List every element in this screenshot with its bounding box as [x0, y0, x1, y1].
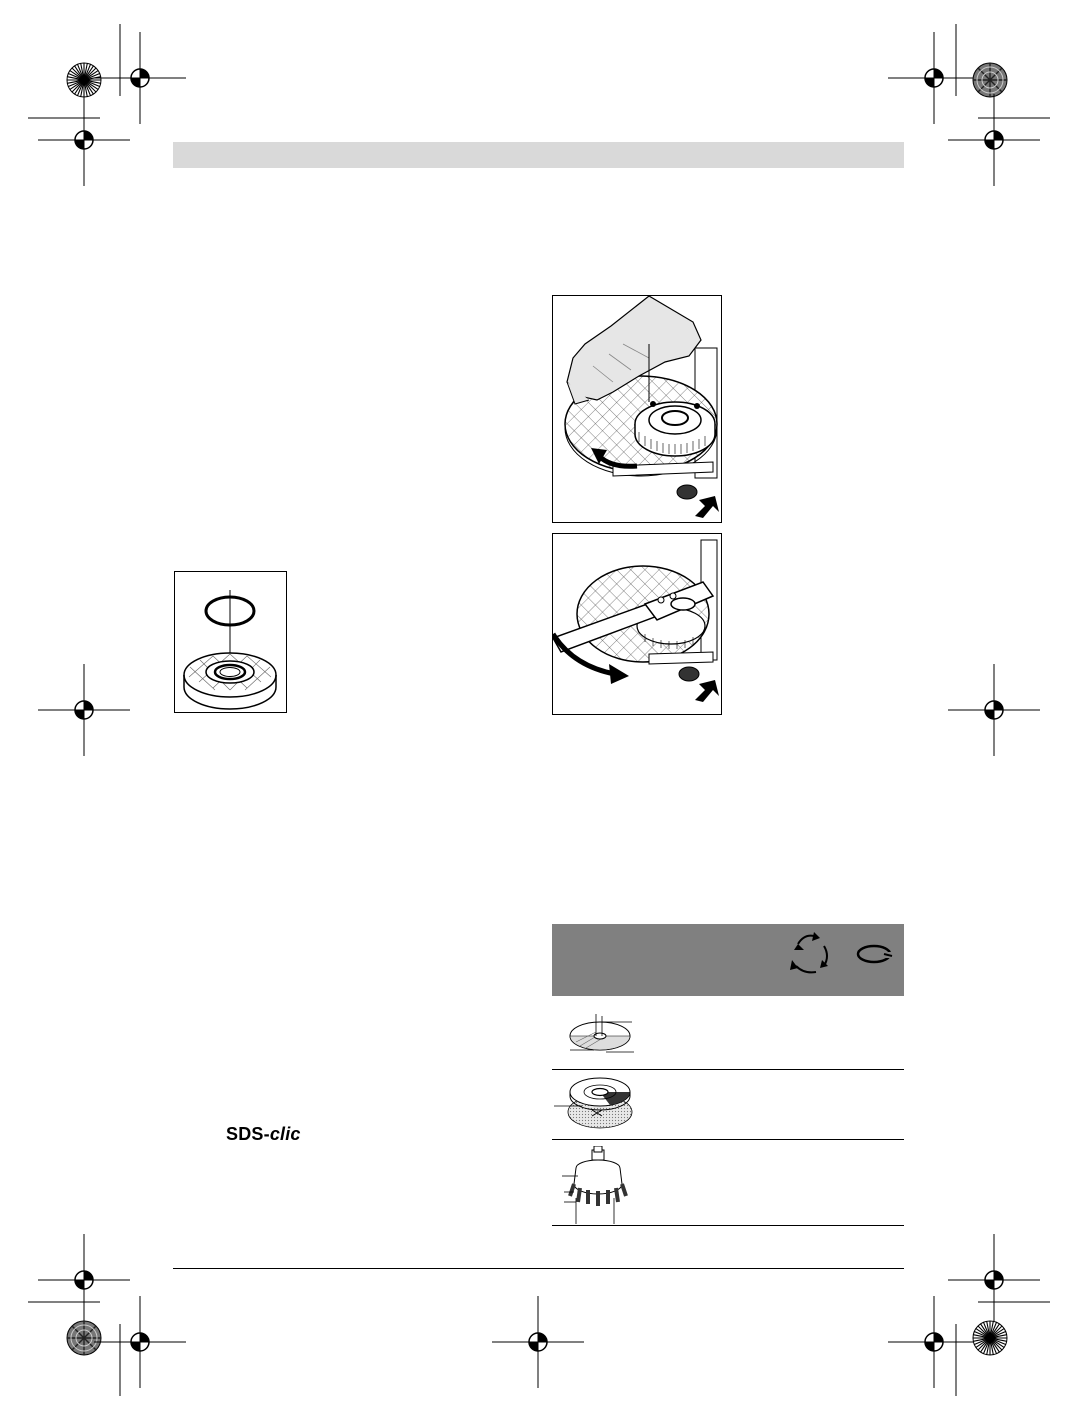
o-ring-icon	[854, 942, 894, 966]
hand-mounting-disc-illustration	[553, 296, 721, 522]
sds-clic-logo	[226, 1124, 301, 1145]
table-row	[552, 996, 904, 1070]
logo-suffix: clic	[269, 1124, 301, 1144]
accessory-table	[552, 924, 904, 1226]
recycle-icon	[784, 930, 836, 978]
table-row	[552, 1070, 904, 1140]
table-row	[552, 1140, 904, 1226]
spanner-tightening-illustration	[553, 534, 721, 714]
grinding-disc-icon	[554, 1074, 638, 1134]
flap-disc-icon	[566, 1012, 636, 1056]
cup-brush-icon	[558, 1146, 638, 1224]
figure-disc-mount-hand	[552, 295, 722, 523]
page-footer-rule	[173, 1268, 904, 1269]
figure-disc-mount-wrench	[552, 533, 722, 715]
figure-flange-oring	[174, 571, 287, 713]
logo-prefix: SDS-	[226, 1124, 270, 1144]
flange-oring-illustration	[175, 572, 286, 712]
table-header	[552, 924, 904, 996]
page-header-bar	[173, 142, 904, 168]
